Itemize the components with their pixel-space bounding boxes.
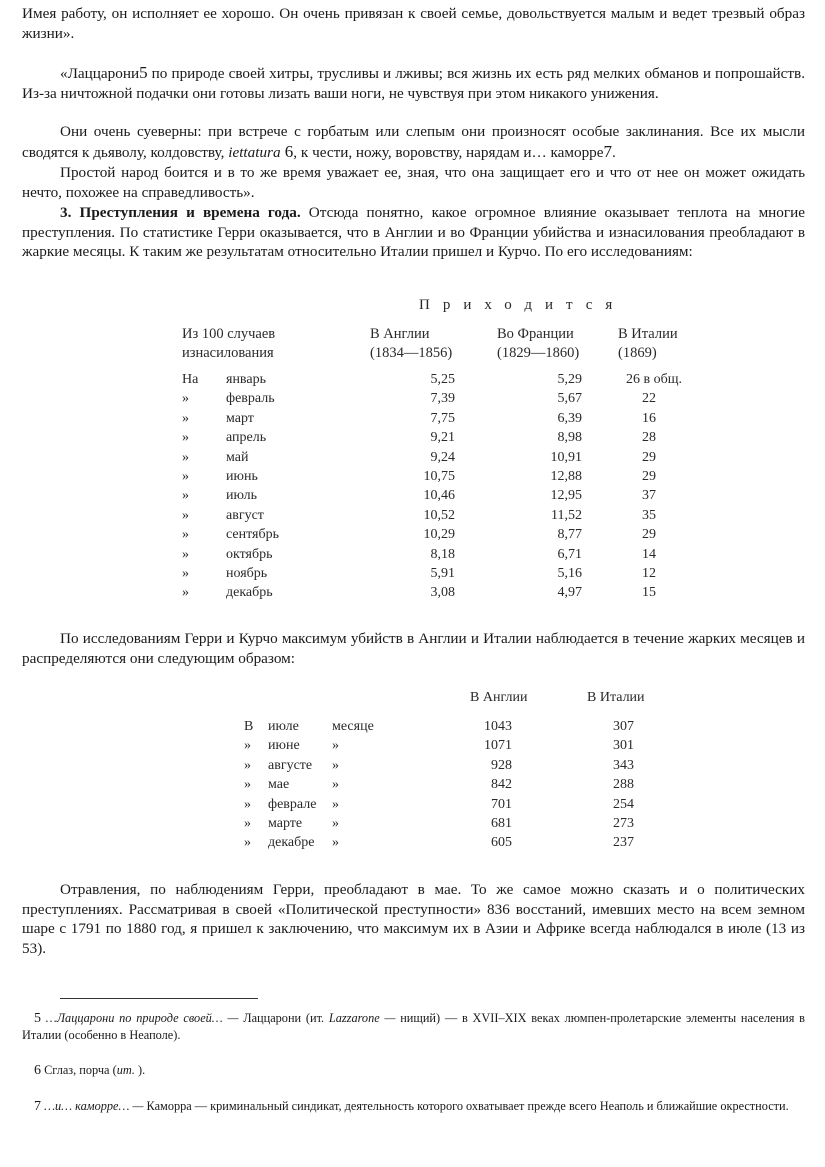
cell-france: 11,52: [551, 507, 582, 523]
row-word: »: [332, 757, 339, 773]
cell-france: 5,67: [557, 391, 582, 407]
table-row: [182, 411, 825, 431]
row-month: декабре: [268, 835, 315, 851]
row-month: августе: [268, 757, 313, 773]
table2-row: [244, 797, 664, 817]
row-preposition: »: [244, 835, 251, 851]
row-marker: »: [182, 469, 189, 484]
cell-england: 681: [491, 816, 512, 831]
footnote-6-abbrev: ит.: [116, 1063, 135, 1077]
cell-france: 8,77: [557, 527, 582, 543]
footnote-6-text-a: Сглаз, порча (: [41, 1063, 117, 1077]
table2-row: [244, 816, 664, 836]
paragraph-2-text: по природе своей хитры, трусливы и лживы; вся жизнь их есть ряд мелких обманов и попрошайств. Из-за ничтожной подачки они готовы лизать ваши ноги, не чувствуя при этом никакого унижения.: [22, 65, 805, 102]
row-month: феврале: [268, 796, 317, 812]
rape-statistics-table: [182, 296, 702, 608]
cell-england: 605: [491, 835, 512, 851]
table-col-header-italy-years: (1869): [618, 345, 657, 361]
cell-italy: 301: [613, 738, 634, 754]
row-marker: »: [182, 430, 189, 446]
cell-france: 12,95: [550, 488, 582, 504]
cell-england: 7,39: [430, 391, 455, 407]
cell-france: 10,91: [550, 449, 582, 465]
footnote-ref-5[interactable]: 5: [139, 63, 148, 82]
cell-italy: 307: [613, 719, 634, 734]
table-col-header-england-years: (1834—1856): [370, 345, 453, 361]
cell-england: 10,29: [423, 527, 455, 543]
paragraph-3-end: .: [612, 143, 616, 161]
cell-england: 5,91: [430, 566, 455, 581]
cell-italy: 29: [642, 469, 656, 484]
row-word: »: [332, 738, 339, 754]
table2-row: [244, 777, 664, 797]
cell-italy: 12: [642, 566, 656, 581]
row-month: мае: [268, 777, 290, 793]
footnote-5-text-a: Лаццарони (ит.: [238, 1011, 329, 1025]
table2-col-header-italy: В Италии: [587, 690, 645, 705]
table-row: [182, 430, 825, 450]
row-marker: »: [182, 566, 189, 581]
row-month: июль: [226, 488, 257, 504]
cell-france: 8,98: [557, 430, 582, 446]
row-word: »: [332, 796, 339, 812]
row-preposition: »: [244, 757, 251, 773]
table-row: [182, 508, 825, 528]
table-row: [182, 372, 825, 392]
table-col-header-france: Во Франции: [497, 326, 574, 342]
row-month: август: [226, 507, 264, 523]
footnote-6-text-b: ).: [134, 1063, 146, 1077]
table-col-header-england: В Англии: [370, 326, 430, 342]
footnote-7: [22, 1098, 805, 1115]
cell-italy: 29: [642, 449, 656, 465]
paragraph-1: Имея работу, он исполняет ее хорошо. Он очень привязан к своей семье, довольствуется малым и ведет трезвый образ жизни».: [22, 5, 805, 42]
paragraph-6: По исследованиям Герри и Курчо максимум убийств в Англии и Италии наблюдается в течение жарких месяцев и распределяются они следующим образом:: [22, 630, 805, 667]
row-marker: На: [182, 372, 199, 387]
row-preposition: »: [244, 738, 251, 754]
row-month: ноябрь: [226, 566, 268, 581]
row-month: февраль: [226, 391, 275, 407]
paragraph-2-start: «Лаццарони: [60, 65, 140, 82]
row-word: »: [332, 816, 339, 831]
cell-england: 9,21: [430, 430, 455, 446]
term-iettatura: iettatura: [228, 143, 281, 161]
cell-italy: 29: [642, 527, 656, 543]
table-col-header-cases: Из 100 случаев: [182, 326, 276, 342]
cell-england: 7,75: [430, 410, 455, 426]
cell-england: 10,46: [423, 488, 455, 504]
row-month: июле: [268, 719, 299, 734]
table-row: [182, 469, 825, 489]
table-row: [182, 391, 825, 411]
cell-italy: 35: [642, 507, 656, 523]
footnote-ref-6[interactable]: 6: [280, 141, 294, 161]
cell-england: 928: [491, 757, 512, 773]
cell-england: 1043: [484, 719, 512, 734]
row-month: апрель: [226, 430, 267, 446]
table2-row: [244, 738, 664, 758]
cell-france: 6,71: [557, 546, 582, 562]
table2-row: [244, 758, 664, 778]
paragraph-3: [22, 122, 805, 162]
cell-france: 5,29: [557, 372, 582, 387]
footnote-5-term: Lazzarone —: [328, 1011, 396, 1025]
paragraph-3-start: Они очень суеверны: при встрече с горбатым или слепым они произносят особые заклинания. Все их мысли сводятся к дьяволу, колдовству,: [22, 123, 805, 161]
paragraph-7: Отравления, по наблюдениям Герри, преобладают в мае. То же самое можно сказать и о политических преступлениях. Рассматривая в своей «Политической преступности» 836 восстаний, имевших место на всем земном шаре с 1791 по 1880 год, я пришел к заключению, что максимум их в Азии и Африке всегда наблюдался в июле (13 из 53).: [22, 881, 805, 957]
footnote-7-number: 7: [34, 1099, 41, 1114]
row-preposition: В: [244, 719, 254, 734]
cell-england: 10,75: [423, 469, 455, 484]
row-preposition: »: [244, 777, 251, 793]
cell-france: 4,97: [557, 585, 582, 601]
footnote-5-text-b: нищий) — в XVII–XIX веках люмпен-пролетарские элементы населения в Италии (особенно в Неаполе).: [22, 1011, 805, 1042]
row-marker: »: [182, 585, 189, 601]
row-month: сентябрь: [226, 527, 279, 543]
row-month: январь: [226, 372, 266, 387]
footnote-6: [22, 1062, 805, 1079]
footnote-ref-7[interactable]: 7: [603, 141, 613, 161]
table2-row: [244, 719, 664, 739]
table2-col-header-england: В Англии: [470, 690, 528, 705]
table2-row: [244, 835, 664, 855]
footnote-7-lemma: …и… каморре… —: [44, 1099, 144, 1113]
cell-france: 6,39: [557, 410, 582, 426]
cell-italy: 14: [642, 546, 656, 562]
cell-france: 12,88: [550, 469, 582, 484]
row-preposition: »: [244, 796, 251, 812]
cell-italy: 15: [642, 585, 656, 601]
table-row: [182, 547, 825, 567]
footnote-7-text: Каморра — криминальный синдикат, деятельность которого охватывает прежде всего Неаполь и ближайшие окрестности.: [143, 1099, 789, 1113]
table-col-header-cases-2: изнасилования: [182, 345, 274, 361]
table-row: [182, 566, 825, 586]
row-marker: »: [182, 449, 189, 465]
cell-france: 5,16: [557, 566, 582, 581]
paragraph-3-mid: , к чести, ножу, воровству, нарядам и… каморре: [293, 143, 604, 161]
row-month: декабрь: [226, 585, 273, 601]
cell-england: 701: [491, 796, 512, 812]
cell-italy: 254: [613, 796, 634, 812]
paragraph-4: Простой народ боится и в то же время уважает ее, зная, что она защищает его и что от нее он может ожидать нечто, похожее на справедливость».: [22, 164, 805, 201]
footnote-5-lemma: …Лаццарони по природе своей… —: [45, 1011, 239, 1025]
row-month: октябрь: [226, 546, 273, 562]
row-word: »: [332, 777, 339, 793]
cell-england: 1071: [484, 738, 512, 754]
paragraph-5-text: Отсюда понятно, какое огромное влияние оказывает теплота на многие преступления. По статистике Герри оказывается, что в Англии и во Франции убийства и изнасилования преобладают в жаркие месяцы. К таким же результатам относительно Италии пришел и Курчо. По его исследованиям:: [22, 204, 805, 260]
cell-england: 9,24: [430, 449, 455, 465]
table-col-header-italy: В Италии: [618, 326, 678, 342]
row-marker: »: [182, 488, 189, 504]
footnote-6-number: 6: [34, 1063, 41, 1078]
cell-england: 842: [491, 777, 512, 793]
cell-england: 10,52: [423, 507, 455, 523]
row-marker: »: [182, 507, 189, 523]
row-marker: »: [182, 546, 189, 562]
table-row: [182, 488, 825, 508]
cell-italy: 22: [642, 391, 656, 407]
row-month: марте: [268, 816, 303, 831]
cell-italy: 37: [642, 488, 656, 504]
footnote-5-number: 5: [34, 1011, 41, 1026]
cell-italy: 273: [613, 816, 634, 831]
row-month: март: [226, 410, 254, 426]
cell-england: 8,18: [430, 546, 455, 562]
table-row: [182, 450, 825, 470]
row-month: июнь: [226, 469, 258, 484]
row-marker: »: [182, 391, 189, 407]
footnote-5: [22, 1010, 805, 1043]
paragraph-5: [22, 203, 805, 262]
section-heading: 3. Преступления и времена года.: [60, 204, 301, 221]
cell-italy: 343: [613, 757, 634, 773]
cell-italy: 26 в общ.: [626, 372, 683, 387]
table-col-header-france-years: (1829—1860): [497, 345, 580, 361]
row-marker: »: [182, 527, 189, 543]
cell-italy: 288: [613, 777, 634, 793]
row-word: »: [332, 835, 339, 851]
cell-england: 5,25: [430, 372, 455, 387]
row-month: июне: [268, 738, 300, 754]
cell-italy: 16: [642, 410, 656, 426]
table-row: [182, 585, 825, 605]
paragraph-2: [22, 63, 805, 103]
cell-italy: 28: [642, 430, 656, 446]
row-month: май: [226, 449, 249, 465]
table-row: [182, 527, 825, 547]
row-marker: »: [182, 410, 189, 426]
footnote-divider: [60, 998, 258, 999]
table-title: Приходится: [419, 297, 626, 313]
cell-england: 3,08: [430, 585, 455, 601]
cell-italy: 237: [613, 835, 634, 851]
row-word: месяце: [332, 719, 374, 734]
row-preposition: »: [244, 816, 251, 831]
murder-statistics-table: [244, 690, 664, 860]
